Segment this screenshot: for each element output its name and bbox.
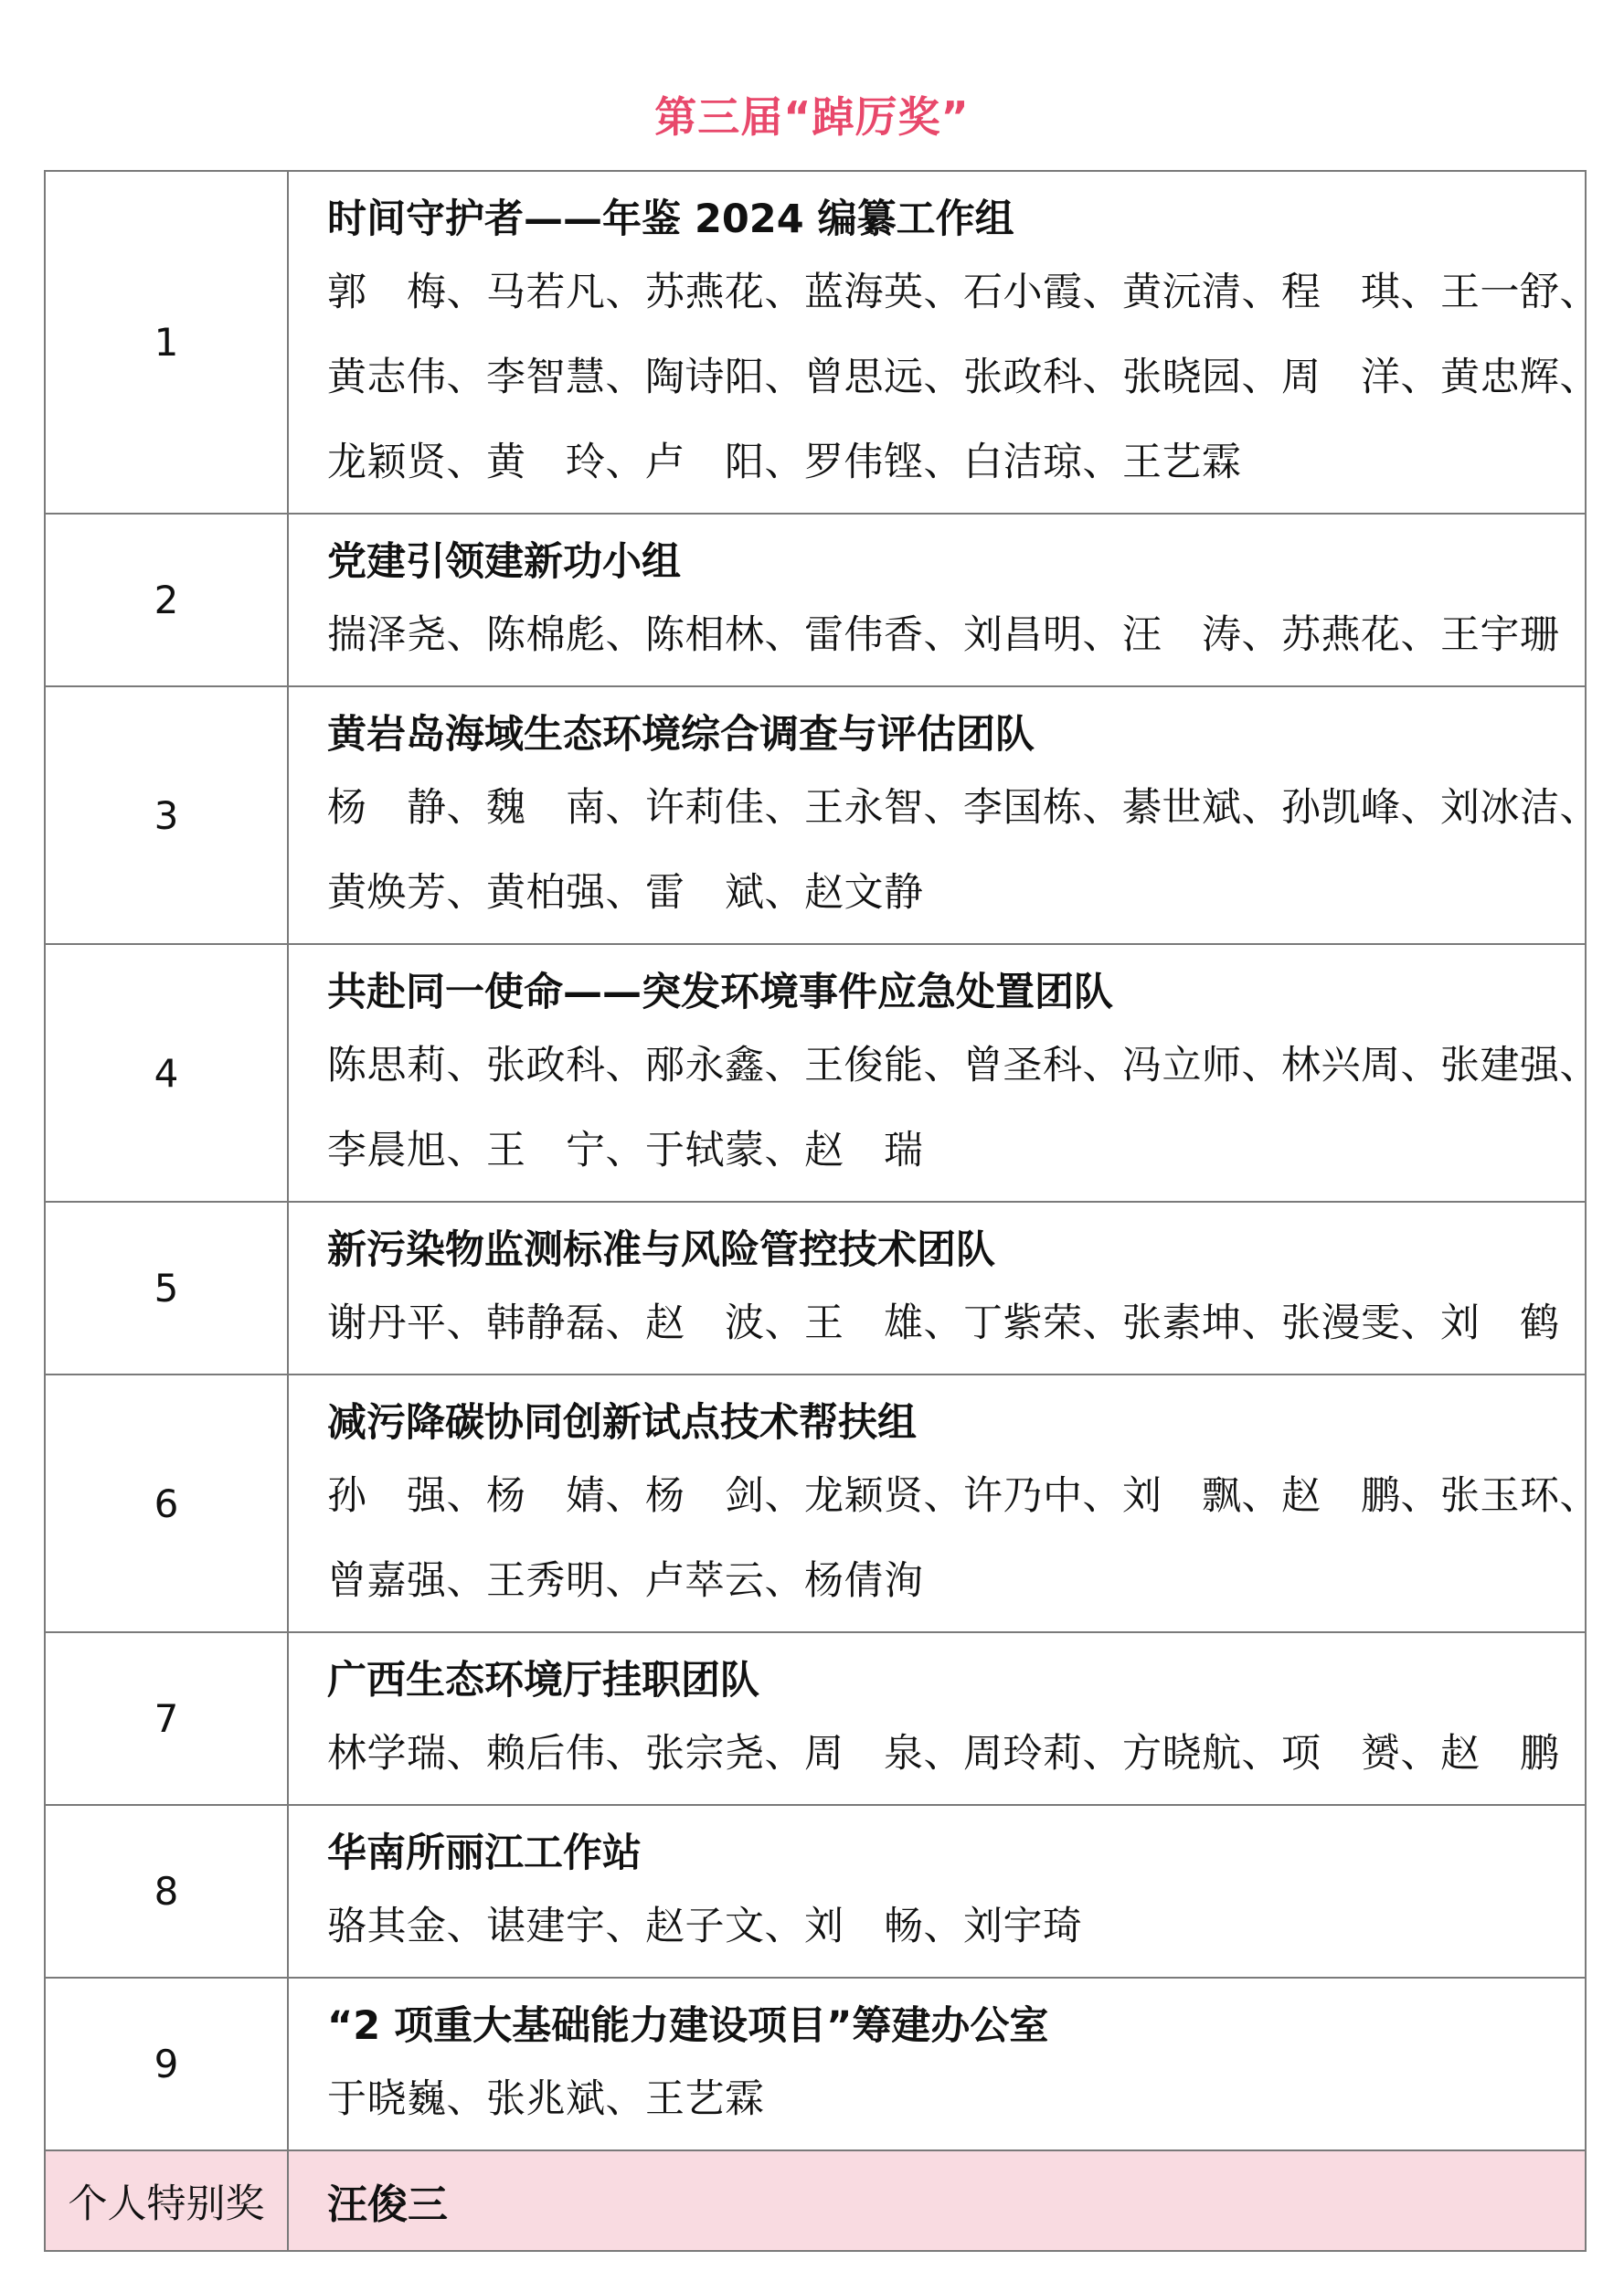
team-row <box>45 1632 1586 1805</box>
member-line: 李晨旭、王 宁、于轼蒙、赵 瑞 <box>327 1128 924 1173</box>
team-content <box>288 1978 1586 2150</box>
member-line: 郭 梅、马若凡、苏燕花、蓝海英、石小霞、黄沅清、程 琪、王一舒、 <box>327 270 1599 315</box>
team-name: “2 项重大基础能力建设项目”筹建办公室 <box>327 2003 1049 2049</box>
member-line: 陈思莉、张政科、邴永鑫、王俊能、曾圣科、冯立师、林兴周、张建强、 <box>327 1043 1599 1088</box>
team-number: 7 <box>45 1632 288 1805</box>
member-line: 黄志伟、李智慧、陶诗阳、曾思远、张政科、张晓园、周 洋、黄忠辉、 <box>327 355 1599 400</box>
team-number: 9 <box>45 1978 288 2150</box>
member-line: 于晓巍、张兆斌、王艺霖 <box>327 2076 765 2122</box>
team-content <box>288 1805 1586 1978</box>
team-members <box>327 2057 1566 2142</box>
team-content <box>288 171 1599 514</box>
member-line: 孙 强、杨 婧、杨 剑、龙颖贤、许乃中、刘 飘、赵 鹏、张玉环、 <box>327 1473 1599 1519</box>
team-number: 8 <box>45 1805 288 1978</box>
page-title: 第三届“踔厉奖” <box>654 92 970 142</box>
member-line: 揣泽尧、陈棉彪、陈相林、雷伟香、刘昌明、汪 涛、苏燕花、王宇珊 <box>327 612 1560 658</box>
team-members <box>327 766 1599 936</box>
team-row <box>45 171 1586 514</box>
member-line: 杨 静、魏 南、许莉佳、王永智、李国栋、綦世斌、孙凯峰、刘冰洁、 <box>327 785 1599 831</box>
team-row <box>45 1202 1586 1375</box>
team-row <box>45 944 1586 1202</box>
team-rows <box>45 171 1599 2150</box>
team-content <box>288 686 1599 944</box>
member-line: 骆其金、谌建宇、赵子文、刘 畅、刘宇琦 <box>327 1904 1083 1949</box>
special-award-row <box>45 2150 1586 2251</box>
team-content <box>288 514 1586 686</box>
team-row <box>45 1375 1586 1632</box>
team-row <box>45 514 1586 686</box>
award-table <box>44 170 1599 2252</box>
team-number: 5 <box>45 1202 288 1375</box>
team-content <box>288 1202 1586 1375</box>
team-members <box>327 1712 1566 1797</box>
team-row <box>45 686 1586 944</box>
team-number: 2 <box>45 514 288 686</box>
special-award-name: 汪俊三 <box>288 2150 1586 2251</box>
team-members <box>327 1454 1599 1624</box>
team-name: 黄岩岛海域生态环境综合调查与评估团队 <box>327 712 1035 758</box>
team-name: 新污染物监测标准与风险管控技术团队 <box>327 1227 995 1273</box>
team-number: 1 <box>45 171 288 514</box>
team-row <box>45 1978 1586 2150</box>
member-line: 曾嘉强、王秀明、卢萃云、杨倩洵 <box>327 1558 924 1604</box>
team-name: 华南所丽江工作站 <box>327 1831 642 1876</box>
team-members <box>327 593 1566 678</box>
team-number: 6 <box>45 1375 288 1632</box>
team-members <box>327 250 1599 505</box>
member-line: 黄焕芳、黄柏强、雷 斌、赵文静 <box>327 870 924 916</box>
team-content <box>288 944 1599 1202</box>
member-line: 谢丹平、韩静磊、赵 波、王 雄、丁紫荣、张素坤、张漫雯、刘 鹤 <box>327 1300 1560 1346</box>
team-number: 3 <box>45 686 288 944</box>
team-name: 减污降碳协同创新试点技术帮扶组 <box>327 1400 917 1446</box>
special-award-label: 个人特别奖 <box>45 2150 288 2251</box>
member-line: 龙颖贤、黄 玲、卢 阳、罗伟铿、白洁琼、王艺霖 <box>327 440 1242 485</box>
team-name: 时间守护者——年鉴 2024 编纂工作组 <box>327 196 1014 242</box>
team-content <box>288 1375 1599 1632</box>
team-name: 党建引领建新功小组 <box>327 539 681 585</box>
team-row <box>45 1805 1586 1978</box>
team-members <box>327 1024 1599 1194</box>
team-name: 广西生态环境厅挂职团队 <box>327 1658 759 1704</box>
team-content <box>288 1632 1586 1805</box>
team-number: 4 <box>45 944 288 1202</box>
member-line: 林学瑞、赖后伟、张宗尧、周 泉、周玲莉、方晓航、项 赟、赵 鹏 <box>327 1731 1560 1777</box>
team-members <box>327 1281 1566 1366</box>
team-name: 共赴同一使命——突发环境事件应急处置团队 <box>327 970 1113 1015</box>
team-members <box>327 1884 1566 1969</box>
